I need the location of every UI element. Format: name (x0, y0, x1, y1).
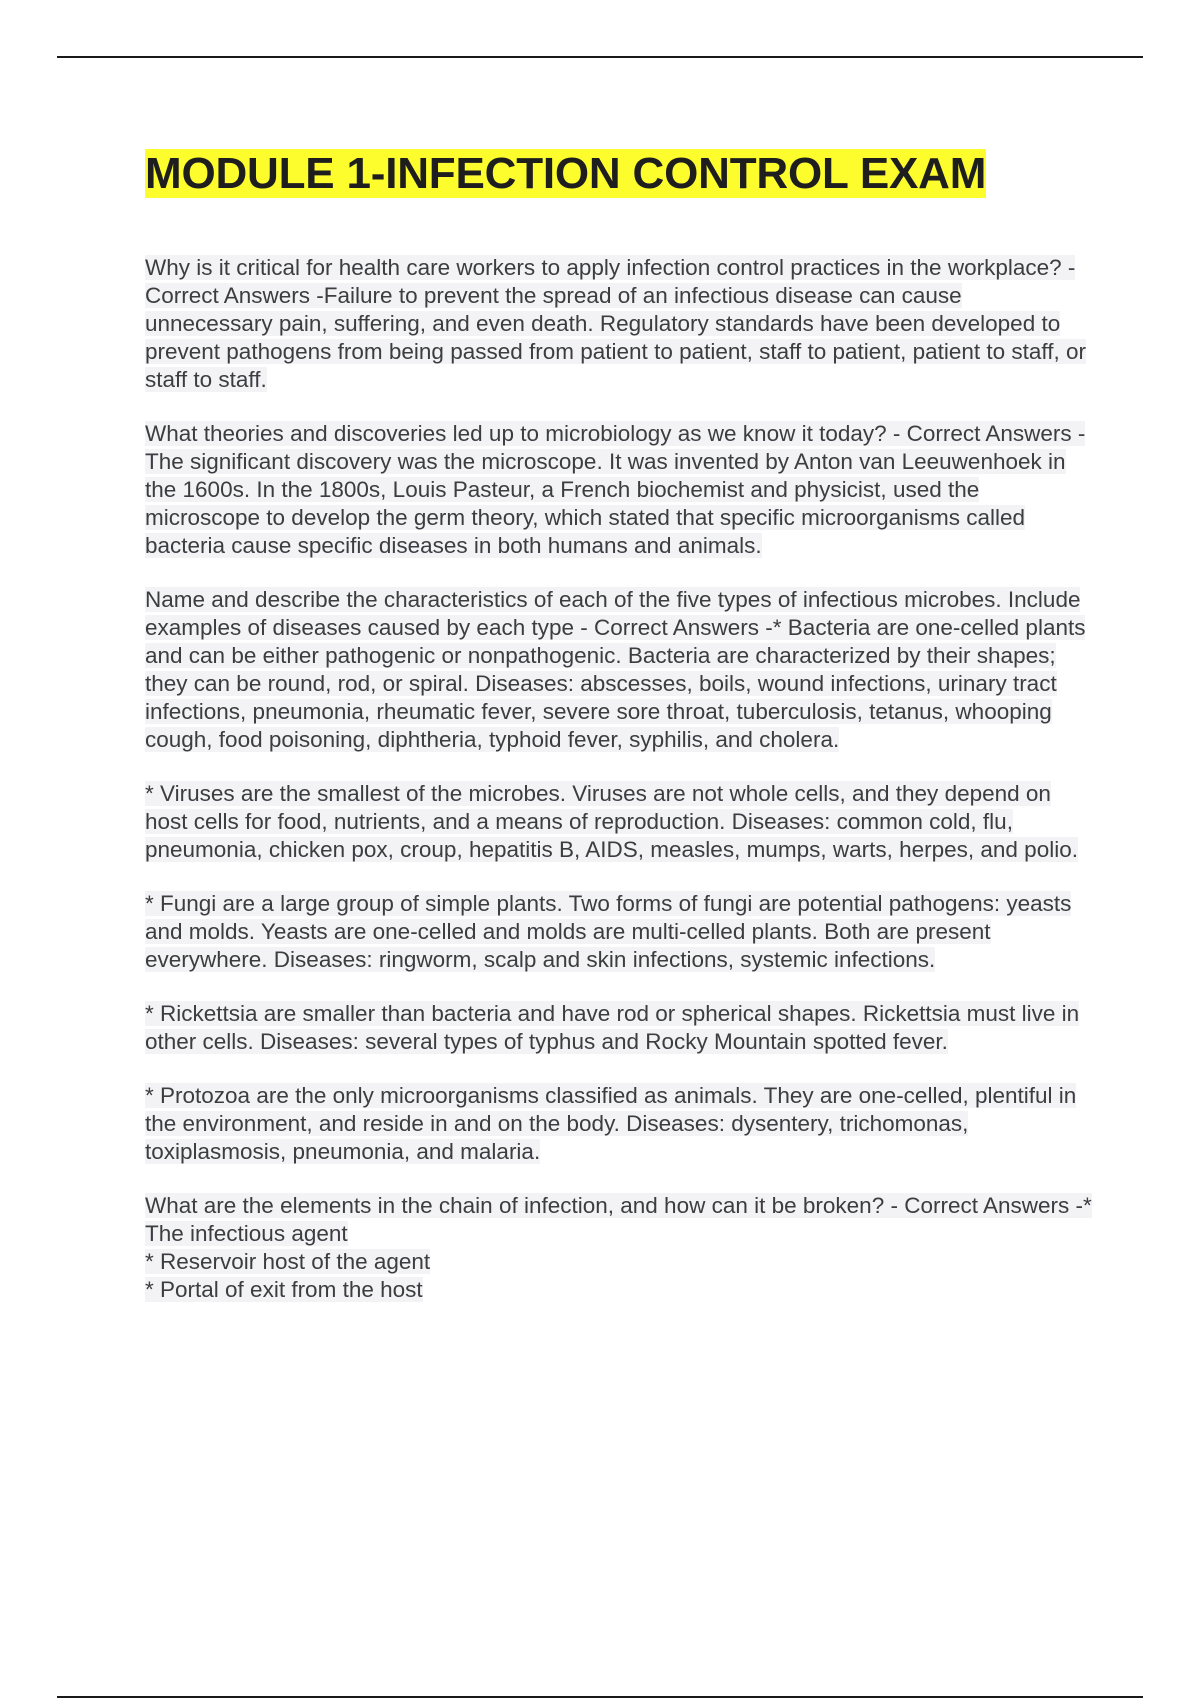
qa-paragraph-7 (145, 1082, 1095, 1166)
qa-paragraph-6 (145, 1000, 1095, 1056)
paragraph-text: * Viruses are the smallest of the microbes. Viruses are not whole cells, and they depend on host cells for food, nutrients, and a means of reproduction. Diseases: common cold, flu, pneumonia, chicken pox, croup, hepatitis B, AIDS, measles, mumps, warts, herpes, and polio. (145, 781, 1078, 862)
qa-paragraph-8 (145, 1192, 1095, 1304)
qa-paragraph-4 (145, 780, 1095, 864)
paragraph-text: * Fungi are a large group of simple plants. Two forms of fungi are potential pathogens: yeasts and molds. Yeasts are one-celled and molds are multi-celled plants. Both are present everywhere. Diseases: ringworm, scalp and skin infections, systemic infections. (145, 891, 1072, 972)
paragraph-text: What theories and discoveries led up to microbiology as we know it today? - Correct Answers -The significant discovery was the microscope. It was invented by Anton van Leeuwenhoek in the 1600s. In the 1800s, Louis Pasteur, a French biochemist and physicist, used the microscope to develop the germ theory, which stated that specific microorganisms called bacteria cause specific diseases in both humans and animals. (145, 421, 1086, 558)
paragraph-text: Name and describe the characteristics of each of the five types of infectious microbes. Include examples of diseases caused by each type - Correct Answers -* Bacteria are one-celled plants and can be either pathogenic or nonpathogenic. Bacteria are characterized by their shapes; they can be round, rod, or spiral. Diseases: abscesses, boils, wound infections, urinary tract infections, pneumonia, rheumatic fever, severe sore throat, tuberculosis, tetanus, whooping cough, food poisoning, diphtheria, typhoid fever, syphilis, and cholera. (145, 587, 1086, 752)
document-body (145, 146, 1095, 1330)
document-title-text: MODULE 1-INFECTION CONTROL EXAM (145, 149, 987, 198)
document-title (145, 146, 1095, 202)
top-rule (57, 56, 1143, 58)
paragraph-text: * Protozoa are the only microorganisms classified as animals. They are one-celled, plentiful in the environment, and reside in and on the body. Diseases: dysentery, trichomonas, toxiplasmosis, pneumonia, and malaria. (145, 1083, 1077, 1164)
qa-paragraph-1 (145, 254, 1095, 394)
qa-paragraph-2 (145, 420, 1095, 560)
bottom-rule (57, 1696, 1143, 1698)
paragraph-text: Why is it critical for health care workers to apply infection control practices in the workplace? - Correct Answers -Failure to prevent the spread of an infectious disease can cause unnecessary pain, suffering, and even death. Regulatory standards have been developed to prevent pathogens from being passed from patient to patient, staff to patient, patient to staff, or staff to staff. (145, 255, 1087, 392)
paragraph-text: * Rickettsia are smaller than bacteria and have rod or spherical shapes. Rickettsia must live in other cells. Diseases: several types of typhus and Rocky Mountain spotted fever. (145, 1001, 1080, 1054)
qa-paragraph-3 (145, 586, 1095, 754)
qa-paragraph-5 (145, 890, 1095, 974)
paragraph-text: What are the elements in the chain of infection, and how can it be broken? - Correct Answers -* The infectious agent * Reservoir host of the agent * Portal of exit from the host (145, 1193, 1092, 1302)
